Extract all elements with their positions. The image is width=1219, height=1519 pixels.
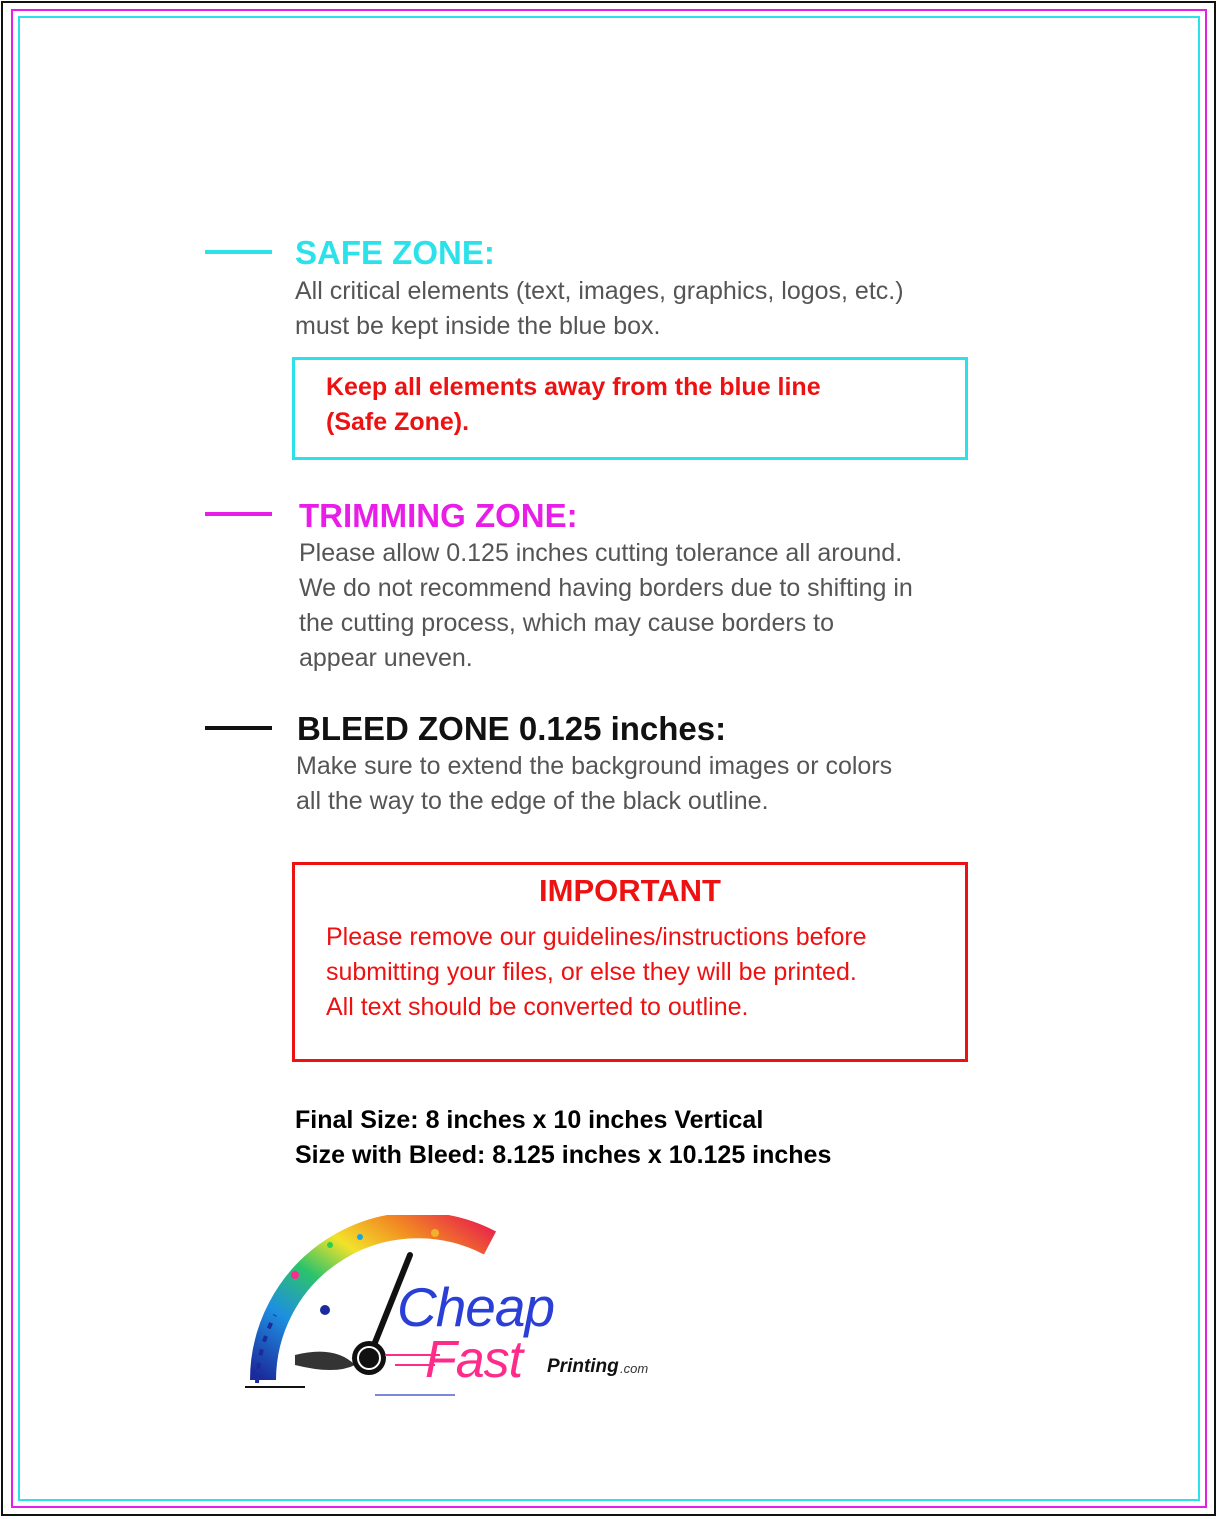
logo-word-printing: Printing [547,1356,619,1377]
important-line: submitting your files, or else they will be printed. [326,958,857,986]
size-info [295,1103,831,1173]
logo-word-cheap: Cheap [397,1276,555,1338]
trim-zone-line: We do not recommend having borders due to shifting in [299,574,913,602]
important-notice-box [292,862,968,1062]
trim-zone-line: Please allow 0.125 inches cutting tolerance all around. [299,539,903,567]
logo-word-fast: Fast [425,1331,523,1389]
safe-zone-line: must be kept inside the blue box. [295,312,661,340]
safe-zone-callout-box [292,357,968,460]
safe-zone-callout-line: Keep all elements away from the blue line [326,373,821,401]
trim-zone-line: appear uneven. [299,644,473,672]
final-size-text: Final Size: 8 inches x 10 inches Vertical [295,1106,764,1134]
important-line: All text should be converted to outline. [326,993,749,1021]
safe-zone-heading: SAFE ZONE: [295,234,495,271]
bleed-zone-line: Make sure to extend the background images or colors [296,752,893,780]
safe-zone-legend-line [205,250,272,254]
safe-zone-description [295,274,904,344]
important-title: IMPORTANT [539,873,721,908]
bleed-size-text: Size with Bleed: 8.125 inches x 10.125 inches [295,1141,832,1169]
brand-logo [235,1215,665,1405]
bleed-zone-line: all the way to the edge of the black outline. [296,787,769,815]
safe-zone-callout-text [326,370,821,440]
bleed-zone-description [296,749,892,819]
trim-zone-legend-line [205,512,272,516]
bleed-zone-heading: BLEED ZONE 0.125 inches: [297,710,727,747]
important-line: Please remove our guidelines/instructions before [326,923,867,951]
logo-word-com: .com [620,1361,649,1376]
safe-zone-line: All critical elements (text, images, graphics, logos, etc.) [295,277,904,305]
important-text [326,920,867,1025]
trim-zone-heading: TRIMMING ZONE: [299,497,578,534]
trim-zone-line: the cutting process, which may cause borders to [299,609,834,637]
safe-zone-callout-line: (Safe Zone). [326,408,470,436]
trim-zone-description [299,536,913,676]
bleed-zone-legend-line [205,726,272,730]
